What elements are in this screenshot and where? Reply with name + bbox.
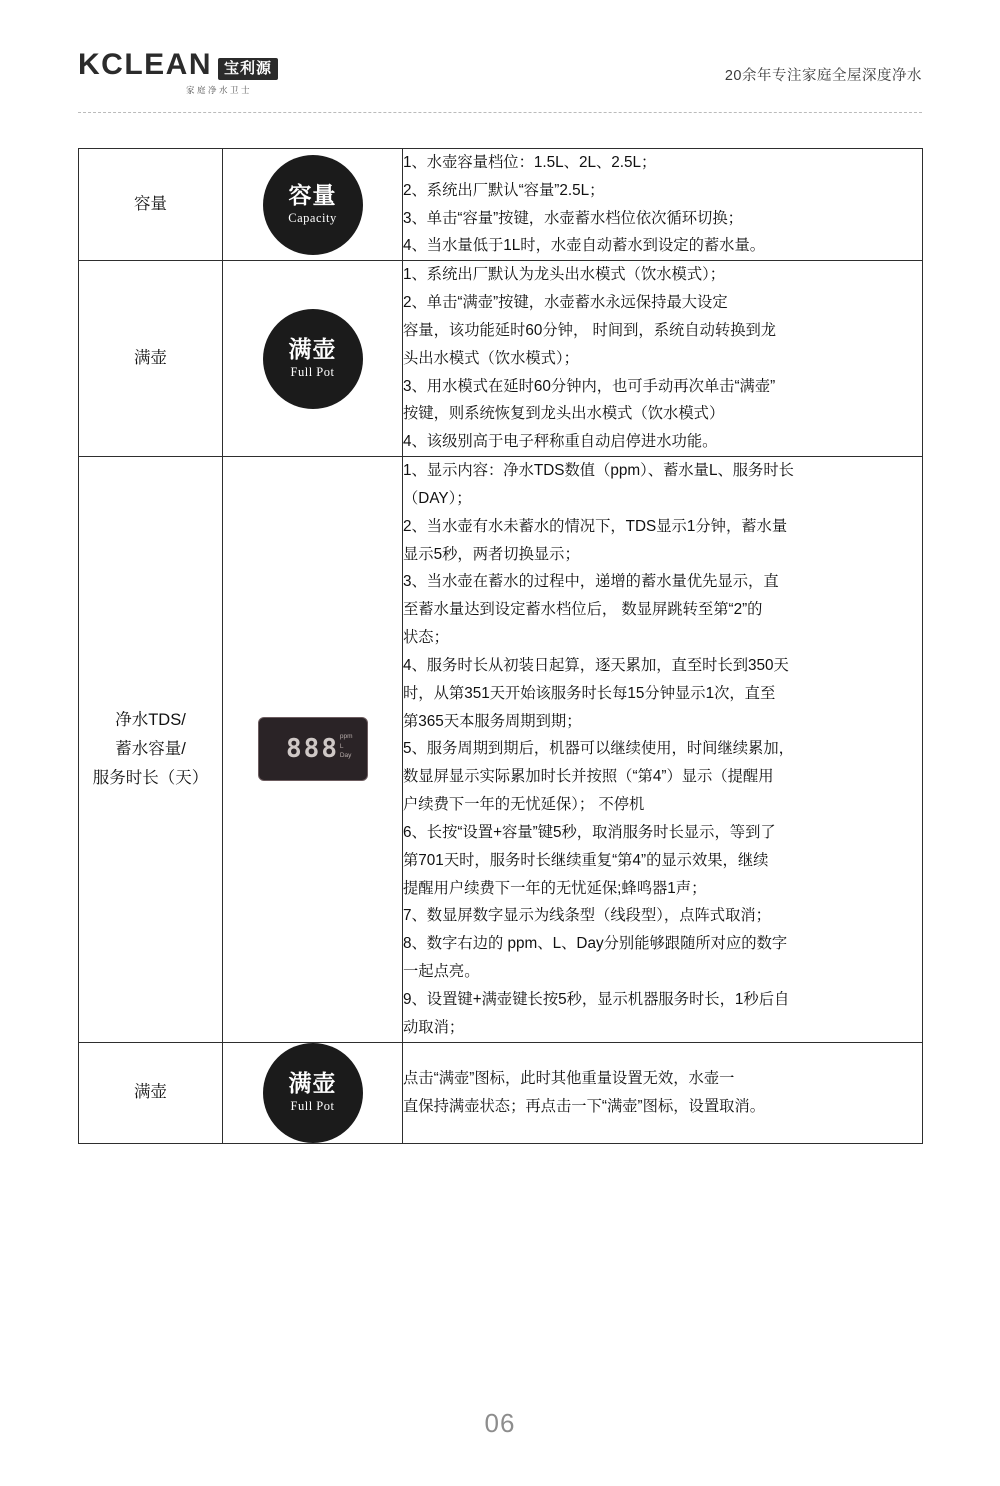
key-label-cn: 满壶 <box>288 1069 337 1096</box>
row-desc-cell <box>403 1042 923 1143</box>
lcd-digits: 888 <box>286 734 339 765</box>
page-number: 06 <box>484 1408 516 1438</box>
row-desc-cell <box>403 149 923 261</box>
brand-badge: 宝利源 <box>218 58 278 80</box>
row-icon-cell <box>223 457 403 1042</box>
row-icon-cell <box>223 261 403 457</box>
key-label-cn: 满壶 <box>288 336 337 363</box>
row-desc-cell <box>403 457 923 1042</box>
key-label-en: Full Pot <box>290 365 335 380</box>
table-row <box>79 261 923 457</box>
display-screen-icon <box>258 717 368 781</box>
row-desc-text: 点击“满壶”图标，此时其他重量设置无效，水壶一 直保持满壶状态；再点击一下“满壶”图标，设置取消。 <box>403 1069 766 1115</box>
row-desc-cell <box>403 261 923 457</box>
key-label-en: Full Pot <box>290 1099 335 1114</box>
brand-logo <box>78 50 278 80</box>
brand-subtitle: 家庭净水卫士 <box>186 85 253 95</box>
full-pot-key-icon[interactable] <box>263 309 363 409</box>
row-desc-text: 1、水壶容量档位：1.5L、2L、2.5L； 2、系统出厂默认“容量”2.5L； 3、单击“容量”按键，水壶蓄水档位依次循环切换； 4、当水量低于1L时，水壶自动蓄水到设定的蓄水量。 <box>403 154 766 255</box>
row-name-cell: 满壶 <box>79 1042 223 1143</box>
brand-wordmark: KCLEAN <box>78 48 212 81</box>
lcd-unit-labels: ppm L Day <box>339 733 353 760</box>
row-icon-cell <box>223 1042 403 1143</box>
row-desc-text: 1、显示内容：净水TDS数值（ppm）、蓄水量L、服务时长 （DAY）； 2、当水壶有水未蓄水的情况下，TDS显示1分钟，蓄水量 显示5秒，两者切换显示； 3、当水壶在蓄水的过程中，递增的蓄水量优先显示，直 至蓄水量达到设定蓄水档位后， 数显屏跳转至第“2”的 状态； 4、服务时长从初装日起算，逐天累加，直至时长到350天 时，从第351天开始该服务时长每15分钟显示1次，直至 第365天本服务周期到期； 5、服务周期到期后，机器可以继续使用，时间继续累加， 数显屏显示实际累加时长并按照（“第4”）显示（提醒用 户续费下一年的无忧延保）； 不停机 6、长按“设置+容量”键5秒，取消服务时长显示，等到了 第701天时，服务时长继续重复“第4”的显示效果，继续 提醒用户续费下一年的无忧延保;蜂鸣器1声； 7、数显屏数字显示为线条型（线段型），点阵式取消； 8、数字右边的 ppm、L、Day分别能够跟随所对应的数字 一起点亮。 9、设置键+满壶键长按5秒，显示机器服务时长，1秒后自 动取消； <box>403 462 794 1036</box>
header-divider <box>78 112 922 113</box>
key-label-cn: 容量 <box>288 182 337 209</box>
spec-table <box>78 148 923 1144</box>
row-name-cell: 容量 <box>79 149 223 261</box>
table-row <box>79 149 923 261</box>
row-name-cell: 净水TDS/ 蓄水容量/ 服务时长（天） <box>79 457 223 1042</box>
row-name-cell: 满壶 <box>79 261 223 457</box>
table-row <box>79 1042 923 1143</box>
header-tagline: 20余年专注家庭全屋深度净水 <box>724 68 922 84</box>
key-label-en: Capacity <box>288 211 337 226</box>
row-icon-cell <box>223 149 403 261</box>
table-row <box>79 457 923 1042</box>
row-desc-text: 1、系统出厂默认为龙头出水模式（饮水模式）； 2、单击“满壶”按键，水壶蓄水永远保持最大设定 容量，该功能延时60分钟， 时间到，系统自动转换到龙 头出水模式（饮水模式）； 3、用水模式在延时60分钟内，也可手动再次单击“满壶” 按键，则系统恢复到龙头出水模式（饮水模式） 4、该级别高于电子秤称重自动启停进水功能。 <box>403 266 777 451</box>
full-pot-key-icon[interactable] <box>263 1043 363 1143</box>
page-header <box>78 50 922 108</box>
capacity-key-icon[interactable] <box>263 155 363 255</box>
